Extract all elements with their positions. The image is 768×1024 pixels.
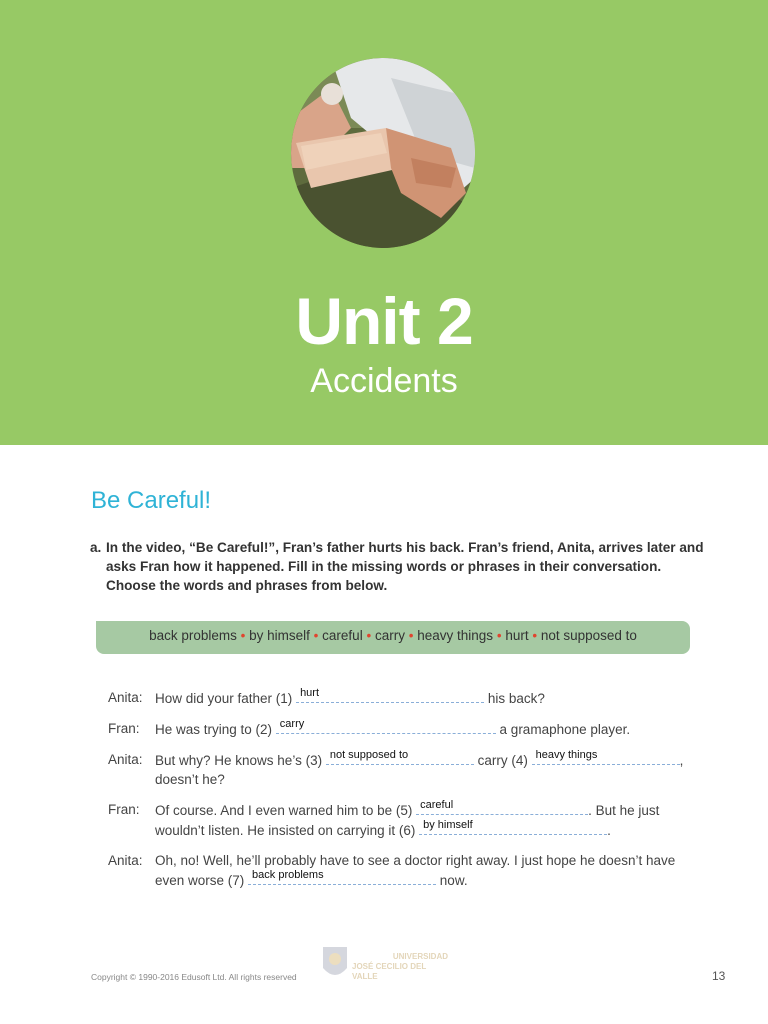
answer-blank[interactable] <box>326 750 474 765</box>
bullet-dot-icon: • <box>313 628 319 643</box>
answer-text: hurt <box>300 687 320 699</box>
answer-blank[interactable] <box>416 800 588 815</box>
word-bank <box>96 621 690 654</box>
dialogue-line <box>108 851 698 890</box>
dialogue-line <box>108 719 698 739</box>
speech-fragment: . But he just wouldn’t listen. He insisted on carrying it (6) <box>155 803 660 838</box>
speaker-name: Fran: <box>108 802 140 817</box>
answer-text: heavy things <box>535 749 598 761</box>
unit-title: Unit 2 <box>295 284 473 358</box>
bandaged-arm-photo <box>291 58 475 248</box>
word-bank-item: back problems <box>149 628 237 643</box>
speech-fragment: Of course. And I even warned him to be (5) <box>155 803 417 818</box>
bullet-dot-icon: • <box>496 628 502 643</box>
speech-fragment: How did your father (1) <box>155 691 297 706</box>
speech-text <box>155 750 698 789</box>
unit-subtitle: Accidents <box>310 362 458 400</box>
speaker-name: Anita: <box>108 853 143 868</box>
answer-text: carry <box>279 718 305 730</box>
speech-fragment: now. <box>436 873 468 888</box>
word-bank-item: by himself <box>249 628 310 643</box>
answer-blank[interactable] <box>276 719 496 734</box>
speech-fragment: Oh, no! Well, he’ll probably have to see a doctor right away. I just hope he doesn’t have even worse (7) <box>155 853 676 888</box>
word-bank-item: hurt <box>505 628 529 643</box>
bullet-dot-icon: • <box>408 628 414 643</box>
instruction-label: a. <box>90 540 102 555</box>
speech-text <box>155 800 698 840</box>
speech-fragment: , doesn’t he? <box>155 753 684 787</box>
dialogue-line <box>108 688 698 708</box>
exercise-instruction <box>90 538 710 595</box>
answer-text: careful <box>420 799 454 811</box>
university-crest-icon <box>320 944 350 984</box>
answer-text: not supposed to <box>329 749 409 761</box>
speech-fragment: But why? He knows he’s (3) <box>155 753 326 768</box>
answer-text: back problems <box>252 869 324 881</box>
speech-text <box>155 688 698 708</box>
copyright-notice: Copyright © 1990-2016 Edusoft Ltd. All rights reserved <box>91 972 297 982</box>
university-logo <box>318 940 450 988</box>
speech-text <box>155 719 698 739</box>
speaker-name: Anita: <box>108 752 143 767</box>
instruction-text: In the video, “Be Careful!”, Fran’s father hurts his back. Fran’s friend, Anita, arrives later and asks Fran how it happened. Fill in the missing words or phrases in their conversation. Choose the words and phrases from below. <box>106 540 704 593</box>
word-bank-item: not supposed to <box>540 628 637 643</box>
bullet-dot-icon: • <box>240 628 246 643</box>
speech-fragment: his back? <box>484 691 545 706</box>
speech-fragment: He was trying to (2) <box>155 722 276 737</box>
logo-text <box>352 952 450 982</box>
speech-fragment: . <box>607 823 611 838</box>
bullet-dot-icon: • <box>532 628 538 643</box>
unit-header <box>0 0 768 445</box>
word-bank-item: carry <box>374 628 405 643</box>
answer-blank[interactable] <box>248 870 436 885</box>
section-title: Be Careful! <box>91 487 212 514</box>
answer-blank[interactable] <box>296 688 484 703</box>
logo-line: JOSÉ CECILIO DEL VALLE <box>352 962 427 981</box>
speech-text <box>155 851 698 890</box>
page-number: 13 <box>712 969 726 983</box>
dialogue <box>108 688 698 901</box>
answer-blank[interactable] <box>532 750 680 765</box>
speech-fragment: a gramaphone player. <box>495 722 631 737</box>
word-bank-item: heavy things <box>417 628 494 643</box>
bullet-dot-icon: • <box>366 628 372 643</box>
dialogue-line <box>108 800 698 840</box>
speaker-name: Anita: <box>108 690 143 705</box>
answer-text: by himself <box>423 819 473 831</box>
speech-fragment: carry (4) <box>473 753 532 768</box>
word-bank-item: careful <box>322 628 363 643</box>
answer-blank[interactable] <box>419 820 607 835</box>
speaker-name: Fran: <box>108 721 140 736</box>
dialogue-line <box>108 750 698 789</box>
logo-line: UNIVERSIDAD <box>392 952 448 961</box>
